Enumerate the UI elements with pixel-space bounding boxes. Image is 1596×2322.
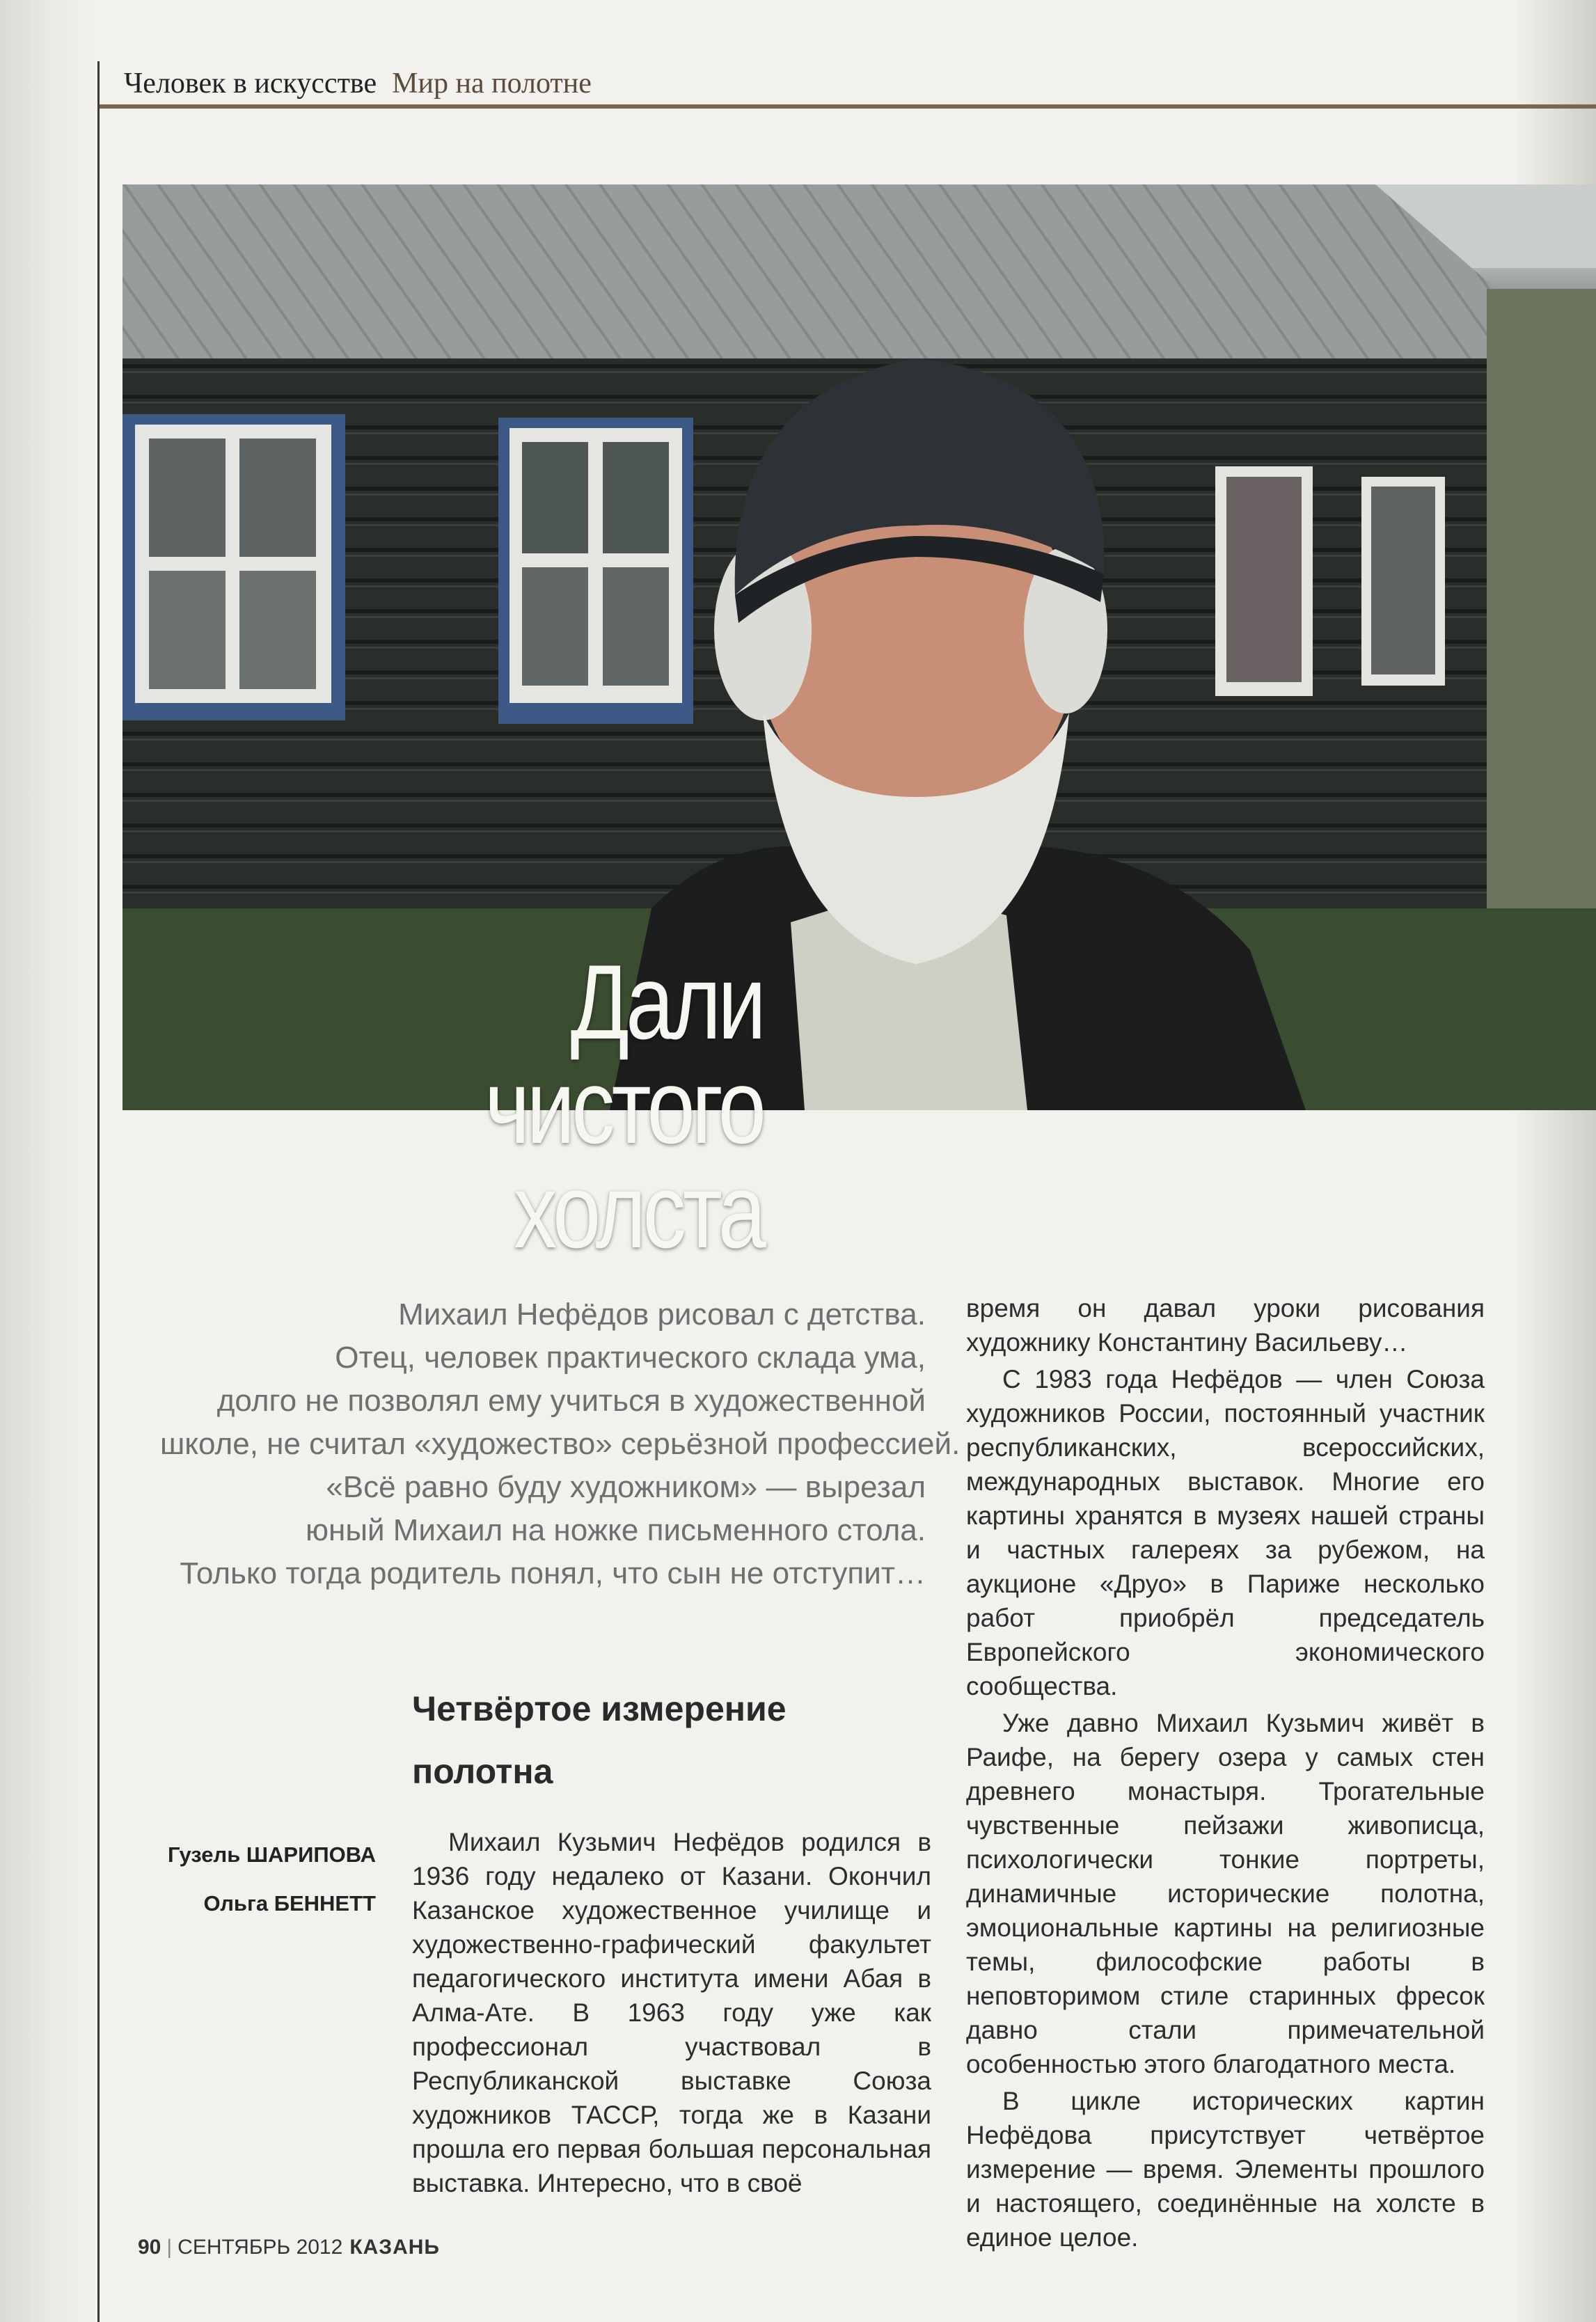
window-right-2 <box>1361 477 1445 686</box>
subheading-line: Четвёртое измерение <box>412 1689 787 1728</box>
left-margin-rule <box>97 61 100 2322</box>
author-name: Гузель ШАРИПОВА <box>168 1842 376 1867</box>
page-number: 90 <box>138 2236 161 2259</box>
issue-date: СЕНТЯБРЬ 2012 <box>177 2236 343 2259</box>
header-rule <box>100 104 1596 109</box>
article-title <box>238 943 763 1270</box>
window-left <box>123 414 345 720</box>
lead-line: Только тогда родитель понял, что сын не отступит… <box>180 1556 926 1590</box>
lead-line: школе, не считал «художество» серьёзной профессией. <box>160 1427 961 1461</box>
body-paragraph: Михаил Кузьмич Нефёдов родился в 1936 году недалеко от Казани. Окончил Казанское художественное училище и художественно-графический факультет педагогического института имени Абая в Алма-Ате. В 1963 году уже как профессионал участвовал в Республиканской выставке Союза художников ТАССР, тогда же в Казани прошла его первая большая персональная выставка. Интересно, что в своё <box>412 1828 931 2197</box>
lead-line: Отец, человек практического склада ума, <box>335 1341 926 1375</box>
title-line: Дали <box>570 943 763 1061</box>
body-paragraph-continuation: время он давал уроки рисования художнику Константину Васильеву… <box>966 1294 1485 1357</box>
page-footer <box>138 2236 440 2259</box>
window-right-1 <box>1215 466 1313 696</box>
body-column-middle <box>412 1825 931 2200</box>
body-paragraph: В цикле исторических картин Нефёдова присутствует четвёртое измерение — время. Элементы прошлого и настоящего, соединённые на холсте в единое целое. <box>966 2087 1485 2252</box>
lead-line: «Всё равно буду художником» — вырезал <box>326 1470 926 1504</box>
title-line: холста <box>513 1152 763 1270</box>
header-section: Человек в искусстве <box>124 68 377 100</box>
body-column-right <box>966 1291 1485 2254</box>
magazine-name: КАЗАНЬ <box>349 2236 440 2259</box>
lead-line: юный Михаил на ножке письменного стола. <box>306 1513 926 1547</box>
section-subheading <box>412 1677 787 1803</box>
authors-byline <box>139 1831 376 1928</box>
body-paragraph: С 1983 года Нефёдов — член Союза художников России, постоянный участник республиканских, всероссийских, международных выставок. Многие его картины хранятся в музеях нашей страны и частных галереях за рубежом, на аукционе «Друо» в Париже несколько работ приобрёл председатель Европейского экономического сообщества. <box>966 1365 1485 1700</box>
footer-separator: | <box>166 2236 173 2259</box>
header-subsection: Мир на полотне <box>392 68 592 100</box>
running-header <box>124 67 592 100</box>
portrait-photo <box>123 184 1596 1270</box>
lead-paragraph <box>160 1293 961 1595</box>
body-paragraph: Уже давно Михаил Кузьмич живёт в Раифе, на берегу озера у самых стен древнего монастыря. Трогательные чувственные пейзажи живописца, психологически тонкие портреты, динамичные исторические полотна, эмоциональные картины на религиозные темы, философские работы в неповторимом стиле старинных фресок давно стали примечательной особенностью этого благодатного места. <box>966 1709 1485 2078</box>
title-line: чистого <box>484 1048 763 1166</box>
lead-line: Михаил Нефёдов рисовал с детства. <box>398 1297 926 1332</box>
page-binding-shadow <box>0 0 97 2322</box>
window-middle <box>498 418 693 724</box>
lead-line: долго не позволял ему учиться в художественной <box>216 1384 926 1418</box>
subheading-line: полотна <box>412 1752 553 1791</box>
author-name: Ольга БЕННЕТТ <box>203 1891 376 1916</box>
